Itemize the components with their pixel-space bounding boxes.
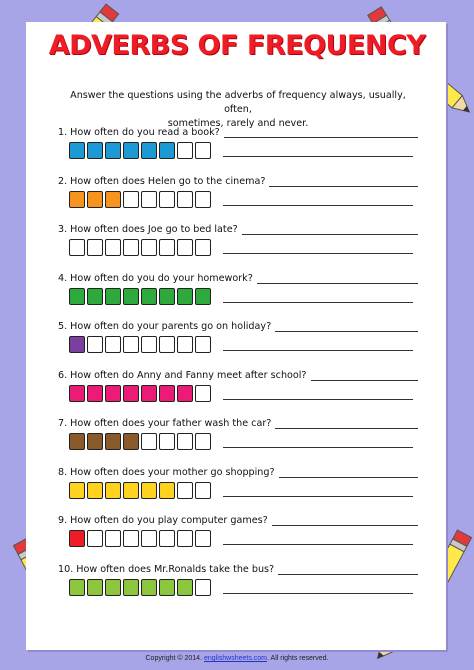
frequency-box [105, 191, 121, 208]
frequency-box [141, 433, 157, 450]
frequency-box [69, 191, 85, 208]
frequency-box [177, 385, 193, 402]
answer-line[interactable] [223, 544, 413, 545]
frequency-box [123, 579, 139, 596]
question-text: How often do your parents go on holiday? [70, 321, 272, 332]
frequency-box [123, 239, 139, 256]
frequency-box [105, 433, 121, 450]
answer-line[interactable] [223, 350, 413, 351]
frequency-box [87, 385, 103, 402]
frequency-box [159, 239, 175, 256]
frequency-box [105, 482, 121, 499]
copyright-suffix: . All rights reserved. [267, 655, 329, 662]
frequency-box [177, 288, 193, 305]
question-text: How often does your father wash the car? [70, 418, 272, 429]
copyright-prefix: Copyright © 2014. [145, 655, 203, 662]
question-text: How often do Anny and Fanny meet after school? [70, 369, 307, 381]
frequency-box [69, 288, 85, 305]
answer-blank-line[interactable] [275, 322, 418, 332]
frequency-box [69, 579, 85, 596]
frequency-scale [69, 530, 211, 547]
question-item [58, 415, 418, 461]
frequency-box [87, 288, 103, 305]
question-number: 5. [58, 321, 68, 332]
frequency-box [105, 579, 121, 596]
frequency-box [177, 336, 193, 353]
frequency-box [177, 191, 193, 208]
frequency-scale [69, 433, 211, 450]
question-text: How often do you do your homework? [70, 272, 253, 284]
answer-blank-line[interactable] [275, 419, 418, 429]
frequency-scale [69, 288, 211, 305]
frequency-box [195, 579, 211, 596]
frequency-scale [69, 239, 211, 256]
frequency-box [195, 385, 211, 402]
answer-line[interactable] [223, 447, 413, 448]
copyright-footer [0, 655, 474, 662]
frequency-box [159, 530, 175, 547]
instructions-line: Answer the questions using the adverbs of frequency always, usually, often, [70, 90, 406, 115]
answer-blank-line[interactable] [224, 128, 418, 138]
question-text: How often does Joe go to bed late? [70, 224, 238, 235]
frequency-box [195, 336, 211, 353]
frequency-box [141, 385, 157, 402]
question-item [58, 173, 418, 219]
frequency-box [87, 336, 103, 353]
frequency-box [177, 579, 193, 596]
question-number: 1. [58, 127, 68, 138]
question-text: How often do you play computer games? [70, 515, 268, 526]
frequency-box [177, 530, 193, 547]
frequency-scale [69, 336, 211, 353]
frequency-box [195, 191, 211, 208]
answer-blank-line[interactable] [279, 468, 418, 478]
question-number: 6. [58, 369, 68, 381]
answer-line[interactable] [223, 302, 413, 303]
frequency-box [195, 239, 211, 256]
question-item [58, 561, 418, 607]
frequency-box [195, 288, 211, 305]
answer-blank-line[interactable] [272, 516, 418, 526]
answer-blank-line[interactable] [269, 177, 418, 187]
frequency-box [195, 530, 211, 547]
frequency-box [105, 288, 121, 305]
question-line [58, 318, 418, 332]
frequency-box [177, 482, 193, 499]
frequency-box [123, 336, 139, 353]
frequency-box [123, 433, 139, 450]
question-number: 2. [58, 175, 68, 187]
frequency-box [123, 142, 139, 159]
question-item [58, 367, 418, 413]
question-item [58, 124, 418, 170]
question-line [58, 415, 418, 429]
question-number: 9. [58, 515, 68, 526]
frequency-box [141, 482, 157, 499]
frequency-box [105, 385, 121, 402]
frequency-box [195, 142, 211, 159]
frequency-box [87, 191, 103, 208]
frequency-scale [69, 579, 211, 596]
frequency-box [159, 579, 175, 596]
frequency-box [177, 239, 193, 256]
answer-line[interactable] [223, 496, 413, 497]
frequency-box [159, 482, 175, 499]
frequency-box [123, 530, 139, 547]
frequency-box [195, 433, 211, 450]
frequency-box [141, 288, 157, 305]
frequency-box [69, 482, 85, 499]
answer-line[interactable] [223, 156, 413, 157]
question-line [58, 221, 418, 235]
frequency-box [87, 530, 103, 547]
question-text: How often do you read a book? [70, 127, 220, 138]
frequency-scale [69, 191, 211, 208]
frequency-box [159, 288, 175, 305]
frequency-box [141, 191, 157, 208]
frequency-box [87, 482, 103, 499]
question-item [58, 270, 418, 316]
frequency-box [123, 482, 139, 499]
frequency-box [87, 239, 103, 256]
frequency-scale [69, 142, 211, 159]
question-item [58, 221, 418, 267]
frequency-scale [69, 385, 211, 402]
frequency-box [69, 142, 85, 159]
question-line [58, 173, 418, 187]
question-item [58, 318, 418, 364]
question-number: 3. [58, 224, 68, 235]
question-line [58, 561, 418, 575]
frequency-box [87, 433, 103, 450]
frequency-box [69, 530, 85, 547]
frequency-box [195, 482, 211, 499]
frequency-box [105, 142, 121, 159]
frequency-box [69, 385, 85, 402]
answer-line[interactable] [223, 593, 413, 594]
question-number: 8. [58, 466, 68, 478]
frequency-box [159, 336, 175, 353]
frequency-box [123, 191, 139, 208]
frequency-box [141, 336, 157, 353]
question-number: 10. [58, 563, 74, 575]
frequency-box [69, 336, 85, 353]
frequency-box [159, 433, 175, 450]
frequency-box [123, 288, 139, 305]
question-text: How often does Helen go to the cinema? [70, 175, 266, 187]
frequency-box [105, 239, 121, 256]
question-text: How often does your mother go shopping? [70, 466, 275, 478]
frequency-box [123, 385, 139, 402]
frequency-box [141, 530, 157, 547]
frequency-box [105, 530, 121, 547]
frequency-box [159, 191, 175, 208]
frequency-box [105, 336, 121, 353]
frequency-box [87, 142, 103, 159]
question-line [58, 367, 418, 381]
site-link[interactable]: englishwsheets.com [203, 655, 268, 662]
answer-blank-line[interactable] [278, 565, 418, 575]
worksheet-title: ADVERBS OF FREQUENCY [48, 30, 426, 61]
question-item [58, 464, 418, 510]
answer-blank-line[interactable] [242, 225, 418, 235]
question-text: How often does Mr.Ronalds take the bus? [76, 563, 275, 575]
frequency-box [141, 579, 157, 596]
frequency-box [159, 385, 175, 402]
frequency-box [141, 239, 157, 256]
instructions-line: sometimes, rarely and never. [167, 118, 309, 129]
answer-blank-line[interactable] [257, 274, 418, 284]
frequency-box [141, 142, 157, 159]
question-line [58, 512, 418, 526]
answer-line[interactable] [223, 399, 413, 400]
question-line [58, 270, 418, 284]
answer-line[interactable] [223, 205, 413, 206]
question-item [58, 512, 418, 558]
answer-line[interactable] [223, 253, 413, 254]
question-number: 4. [58, 272, 68, 284]
question-number: 7. [58, 418, 68, 429]
question-line [58, 124, 418, 138]
answer-blank-line[interactable] [311, 371, 418, 381]
frequency-box [177, 433, 193, 450]
question-line [58, 464, 418, 478]
frequency-scale [69, 482, 211, 499]
frequency-box [69, 433, 85, 450]
frequency-box [159, 142, 175, 159]
frequency-box [177, 142, 193, 159]
frequency-box [69, 239, 85, 256]
frequency-box [87, 579, 103, 596]
